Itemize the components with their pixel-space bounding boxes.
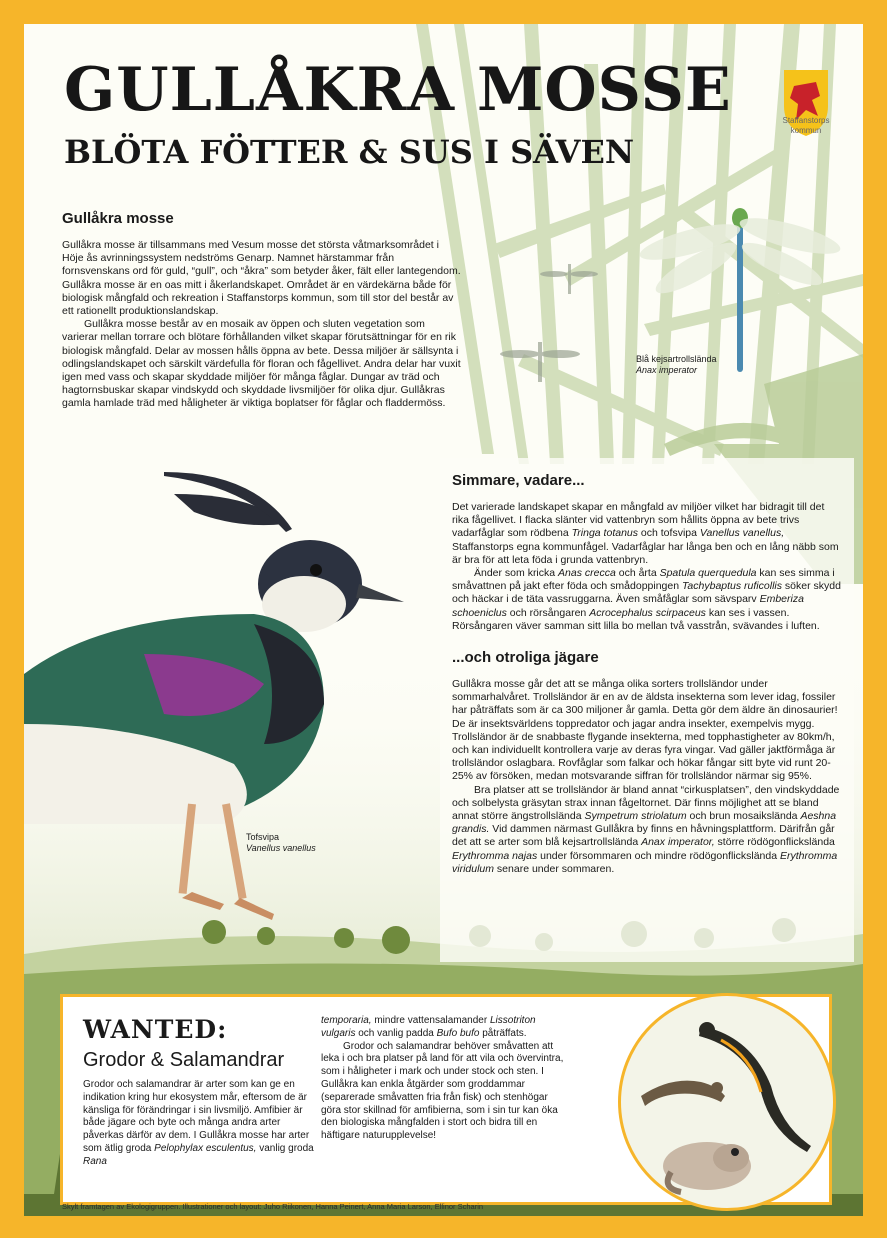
birds-heading: Simmare, vadare...	[452, 472, 585, 489]
wanted-column-2	[321, 1015, 565, 1143]
amphibians-drawing	[621, 996, 833, 1208]
lapwing-latin-name: Vanellus vanellus	[246, 843, 316, 853]
lapwing-caption	[246, 832, 316, 854]
dragonfly-caption	[636, 354, 717, 376]
birds-paragraph-1: Det varierade landskapet skapar en mångfald av miljöer vilket har bidragit till det rika fågellivet. I flacka slänter vid vattenbryn som hållits öppna av bete trivs vadarfåglar som rödbena Tringa totanus och tofsvipa Vanellus vanellus, Staffanstorps egna kommunfågel. Vadarfåglar har långa ben och en lång näbb som är bra för att leta föda i grunda vattenbryn.	[452, 501, 839, 566]
wanted-paragraph-1: Grodor och salamandrar är arter som kan ge en indikation kring hur ekosystem mår, eftersom de är känsliga för förändringar i sin livsmiljö. Amfibier är både jägare och byte och många andra arter påverkas därför av dem. I Gullåkra mosse har arter som ätlig groda Pelophylax esculentus, vanlig groda Rana	[83, 1079, 314, 1167]
birds-paragraph-2: Änder som kricka Anas crecca och årta Spatula querquedula kan ses simma i småvattnen på jakt efter föda och smådoppingen Tachybaptus ruficollis söker skydd och häckar i de täta vassruggarna. Även småfåglar som sävsparv Emberiza schoeniclus och rörsångaren Acrocephalus scirpaceus kan ses i vassen. Rörsångaren väver samman sitt lilla bo mellan två vasstrån, svävandes i luften.	[452, 567, 841, 632]
wanted-subtitle: Grodor & Salamandrar	[83, 1049, 285, 1071]
hunters-paragraph-1: Gullåkra mosse går det att se många olika sorters trollsländor under sommarhalvåret. Trollsländor är en av de äldsta insekterna som lever idag, fossiler har påträffats som är ca 300 miljoner år gamla. Detta gör dem äldre än dinosaurier! De är insektsvärldens toppredator och jagar andra insekter, exempelvis mygg. Trollsländor är de snabbaste flygande insekterna, med topphastigheter av 80km/h, och kan individuellt kontrollera varje av deras fyra vingar. Vad gäller jaktförmåga är trollsländor oslagbara. Rovfåglar som falkar och hökar fångar sitt byte vid runt 20-25% av försöken, medan motsvarande siffran för trollsländor närmar sig 95%.	[452, 678, 838, 783]
lapwing-common-name: Tofsvipa	[246, 832, 280, 842]
amphibians-illustration	[618, 993, 836, 1211]
wanted-column-1	[83, 1079, 323, 1169]
birds-and-dragonflies-box	[440, 458, 854, 962]
intro-heading: Gullåkra mosse	[62, 210, 174, 227]
hunters-paragraph-2: Bra platser att se trollsländor är bland annat “cirkusplatsen”, den vindskyddade och solbelysta gräsytan strax innan fågeltornet. Där finns möjlighet att se bland annat större ängstrollslända Sympetrum striolatum och brun mosaikslända Aeshna grandis. Vid dammen närmast Gullåkra by finns en håvningsplattform. Därifrån går det att se arter som blå kejsartrollslända Anax imperator, större rödögonflickslända Erythromma najas under försommaren och mindre rödögonflickslända Erythromma viridulum senare under sommaren.	[452, 783, 840, 875]
wanted-title: WANTED:	[83, 1015, 228, 1044]
poster-panel	[24, 24, 863, 1216]
wanted-paragraph-1-cont: temporaria, mindre vattensalamander Lissotriton vulgaris och vanlig padda Bufo bufo påträffats.	[321, 1015, 536, 1039]
wanted-paragraph-2: Grodor och salamandrar behöver småvatten att leka i och bra platser på land för att vila och övervintra, som i håligheter i mark och under stock och sten. I Gullåkra kan enkla åtgärder som groddammar (separerade småvatten fria från fisk) och stenhögar göra stor skillnad för amfibierna, som i sin tur kan öka den biologiska mångfalden i stort och bidra till en häftigare naturupplevelse!	[321, 1040, 564, 1142]
dragonfly-latin-name: Anax imperator	[636, 365, 698, 375]
wanted-box	[60, 994, 832, 1205]
credits-text: Skylt framtagen av Ekologigruppen. Illustrationer och layout: Juho Riikonen, Hanna Peinert, Anna Maria Larson, Ellinor Scharin	[62, 1202, 484, 1211]
intro-paragraph-2: Gullåkra mosse består av en mosaik av öppen och sluten vegetation som varierar mellan torrare och blötare förhållanden vilket skapar förutsättningar för en rik biologisk mångfald. Delar av mossen hålls öppna av bete. Dessa miljöer är sällsynta i odlingslandskapet och särskilt värdefulla för floran och fågellivet. Andra delar har vuxit igen med vass och skapar skyddade miljöer för många fåglar. Dungar av träd och hagtornsbuskar skapar vindskydd och skyddade livsmiljöer för olika djur. Gullåkras gamla hamlade träd med håligheter är viktiga boplatser för fåglar och fladdermöss.	[62, 318, 461, 410]
smooth-newt-illustration	[641, 1081, 725, 1106]
frog-illustration	[663, 1142, 751, 1192]
intro-section	[62, 210, 462, 411]
hunters-heading: ...och otroliga jägare	[452, 649, 599, 667]
municipality-name: Staffanstorps kommun	[782, 116, 830, 135]
poster-title: GULLÅKRA MOSSE	[64, 55, 732, 125]
dragonfly-common-name: Blå kejsartrollslända	[636, 354, 717, 364]
poster-subtitle: BLÖTA FÖTTER & SUS I SÄVEN	[64, 133, 635, 171]
intro-paragraph-1: Gullåkra mosse är tillsammans med Vesum mosse det största våtmarksområdet i Höje ås avrinningssystem nedströms Genarp. Namnet härstammar från fornsvenskans ord för guld, “gull”, och “åkra” som betyder åker, fält eller lantegendom. Gullåkra mosse är en oas mitt i åkerlandskapet. Området är en värdekärna både för biologisk mångfald och rekreation i Staffanstorps kommun, som till stor del består av ett rationellt produktionslandskap.	[62, 239, 461, 318]
